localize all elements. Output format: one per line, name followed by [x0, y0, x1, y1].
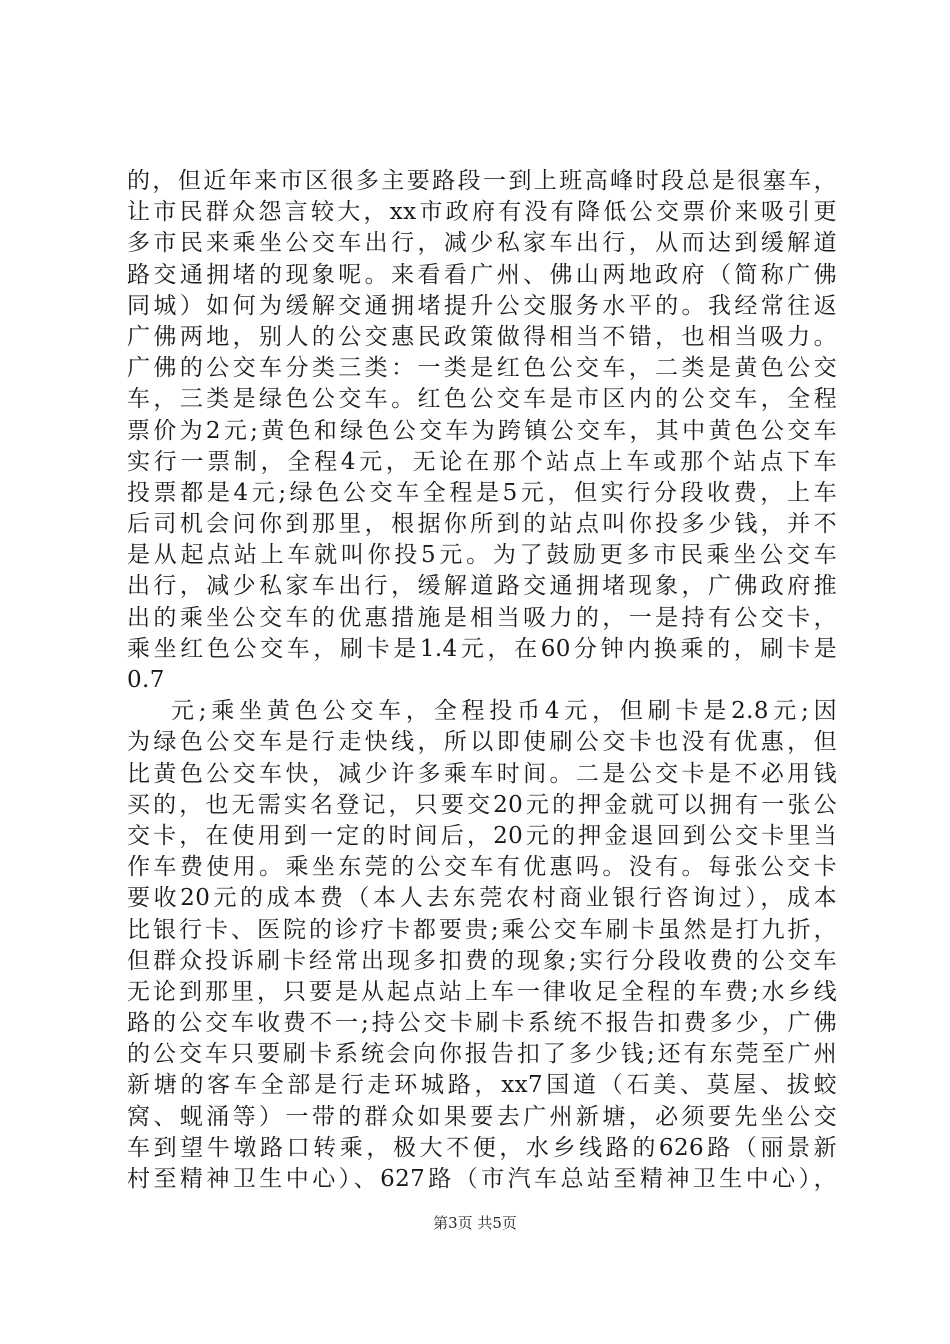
document-body: [127, 166, 837, 1195]
text-line: 作车费使用。乘坐东莞的公交车有优惠吗。没有。每张公交卡: [127, 854, 837, 881]
text-line: 出行，减少私家车出行，缓解道路交通拥堵现象，广佛政府推: [127, 573, 837, 600]
page-number-footer: 第3页 共5页: [433, 1214, 517, 1232]
text-line: 交卡，在使用到一定的时间后，20元的押金退回到公交卡里当: [127, 822, 837, 849]
text-line: 广佛的公交车分类三类：一类是红色公交车，二类是黄色公交: [127, 355, 837, 382]
text-line: 车到望牛墩路口转乘，极大不便，水乡线路的626路（丽景新: [127, 1134, 837, 1161]
text-line: 票价为2元;黄色和绿色公交车为跨镇公交车，其中黄色公交车: [127, 417, 837, 444]
text-line: 为绿色公交车是行走快线，所以即使刷公交卡也没有优惠，但: [127, 729, 837, 756]
text-line: 买的，也无需实名登记，只要交20元的押金就可以拥有一张公: [127, 791, 837, 818]
text-line: 投票都是4元;绿色公交车全程是5元，但实行分段收费，上车: [127, 479, 837, 506]
text-line: 要收20元的成本费（本人去东莞农村商业银行咨询过），成本: [127, 885, 837, 912]
text-line: 是从起点站上车就叫你投5元。为了鼓励更多市民乘坐公交车: [127, 542, 837, 569]
text-line: 路交通拥堵的现象呢。来看看广州、佛山两地政府（简称广佛: [127, 261, 837, 288]
text-line: 新塘的客车全部是行走环城路，xx7国道（石美、莫屋、拔蛟: [127, 1072, 837, 1099]
text-line: 出的乘坐公交车的优惠措施是相当吸力的，一是持有公交卡，: [127, 604, 837, 631]
text-line: 比黄色公交车快，减少许多乘车时间。二是公交卡是不必用钱: [127, 760, 837, 787]
text-line: 实行一票制，全程4元，无论在那个站点上车或那个站点下车: [127, 448, 837, 475]
text-line: 乘坐红色公交车，刷卡是1.4元，在60分钟内换乘的，刷卡是: [127, 635, 837, 662]
text-line: 窝、蚬涌等）一带的群众如果要去广州新塘，必须要先坐公交: [127, 1103, 837, 1130]
text-line: 同城）如何为缓解交通拥堵提升公交服务水平的。我经常往返: [127, 292, 837, 319]
text-line: 让市民群众怨言较大，xx市政府有没有降低公交票价来吸引更: [127, 199, 837, 226]
text-line: 元;乘坐黄色公交车，全程投币4元，但刷卡是2.8元;因: [171, 698, 837, 725]
text-line: 多市民来乘坐公交车出行，减少私家车出行，从而达到缓解道: [127, 230, 837, 257]
paragraph-2: [127, 696, 837, 1195]
text-line: 广佛两地，别人的公交惠民政策做得相当不错，也相当吸力。: [127, 323, 837, 350]
text-line: 0.7: [127, 667, 165, 693]
text-line: 无论到那里，只要是从起点站上车一律收足全程的车费;水乡线: [127, 978, 837, 1005]
text-line: 后司机会问你到那里，根据你所到的站点叫你投多少钱，并不: [127, 511, 837, 538]
text-line: 路的公交车收费不一;持公交卡刷卡系统不报告扣费多少，广佛: [127, 1010, 837, 1037]
text-line: 的公交车只要刷卡系统会向你报告扣了多少钱;还有东莞至广州: [127, 1041, 837, 1068]
text-line: 村至精神卫生中心）、627路（市汽车总站至精神卫生中心），: [127, 1166, 837, 1192]
text-line: 比银行卡、医院的诊疗卡都要贵;乘公交车刷卡虽然是打九折，: [127, 916, 837, 943]
text-line: 的，但近年来市区很多主要路段一到上班高峰时段总是很塞车，: [127, 168, 837, 194]
text-line: 但群众投诉刷卡经常出现多扣费的现象;实行分段收费的公交车: [127, 947, 837, 974]
paragraph-1: [127, 166, 837, 696]
text-line: 车，三类是绿色公交车。红色公交车是市区内的公交车，全程: [127, 386, 837, 413]
